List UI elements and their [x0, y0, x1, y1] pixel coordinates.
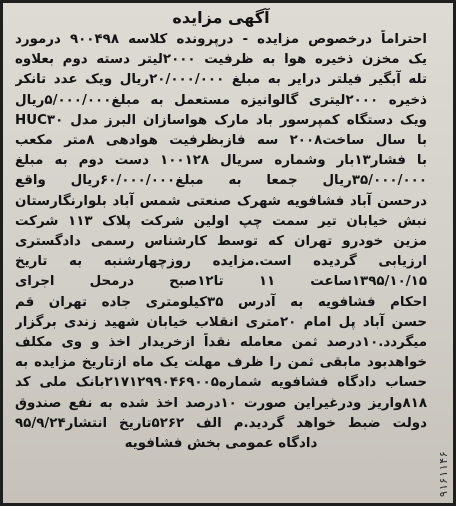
notice-line-6: با سال ساخت۲۰۰۸ سه فازبظرفیت هوادهی ۸متر مکعب	[15, 133, 427, 149]
notice-line-16: میگردد.۱۰درصد ثمن معامله نقداً ازخریدار اخذ و وی مکلف	[15, 335, 427, 351]
notice-line-4: ذخیره ۲۰۰۰لیتری گالوانیزه مستعمل به مبلغ۵/۰۰۰/۰۰۰ریال	[15, 92, 427, 108]
notice-line-20: دولت ضبط خواهد گردید.م الف ۵۲۶۲تاریخ انتشار۹۵/۹/۲۴	[15, 415, 427, 431]
notice-line-13: ۱۳۹۵/۱۰/۱۵ساعت ۱۱ تا۱۲صبح درمحل اجرای	[15, 274, 427, 290]
notice-line-7: با فشار۱۳بار وشماره سریال ۱۰۰۱۲۸ دست دوم به مبلغ	[15, 153, 427, 169]
notice-line-3: تله آبگیر فیلتر درایر به مبلغ ۲۰/۰۰۰/۰۰۰ریال ویک عدد تانکر	[15, 72, 427, 88]
notice-signature: دادگاه عمومی بخش فشافویه	[124, 436, 318, 452]
notice-line-10: نبش خیابان تیر سمت چپ اولین شرکت پلاک ۱۱۳ شرکت	[15, 213, 427, 229]
notice-line-15: حسن آباد پل امام ۲۰متری انقلاب خیابان شهید زندی برگزار	[15, 314, 427, 330]
notice-line-9: درحسن آباد فشافویه شهرک صنعتی شمس آباد بلوارنگارستان	[15, 193, 427, 209]
notice-line-19: ۸۱۸واریز ودرغیراین صورت ۱۰درصد اخذ شده به نفع صندوق	[15, 395, 427, 411]
notice-line-8: ۳۵/۰۰۰/۰۰۰ریال جمعا به مبلغ۶۰/۰۰۰/۰۰۰ریال واقع	[15, 173, 427, 189]
auction-notice	[15, 7, 427, 499]
notice-line-2: یک مخزن ذخیره هوا به ظرفیت ۲۰۰۰لیتر دسته دوم بعلاوه	[15, 52, 427, 68]
notice-line-17: خواهدبود مابقی ثمن را ظرف مهلت یک ماه ازتاریخ مزایده به	[15, 355, 427, 371]
notice-line-14: احکام فشافویه به آدرس ۳۵کیلومتری جاده تهران قم	[15, 294, 427, 310]
notice-line-12: ارزیابی گردیده است.مزایده روزچهارشنبه به تاریخ	[15, 254, 427, 270]
notice-title: آگهی مزایده	[172, 8, 270, 27]
notice-line-5: ویک دستگاه کمپرسور باد مارک هواسازان البرز مدل HUC۳۰	[15, 112, 427, 128]
side-reference-code: ۹۱۶۱۱۴۶	[437, 450, 450, 497]
notice-line-11: مزین خودرو تهران که توسط کارشناس رسمی دادگستری	[15, 234, 427, 250]
notice-line-1: احتراماً درخصوص مزایده - درپرونده کلاسه ۹۰۰۴۹۸ درمورد	[15, 32, 427, 47]
notice-line-18: حساب دادگاه فشافویه شماره۲۱۷۱۲۹۹۰۴۶۹۰۰۵بانک ملی کد	[15, 375, 427, 391]
